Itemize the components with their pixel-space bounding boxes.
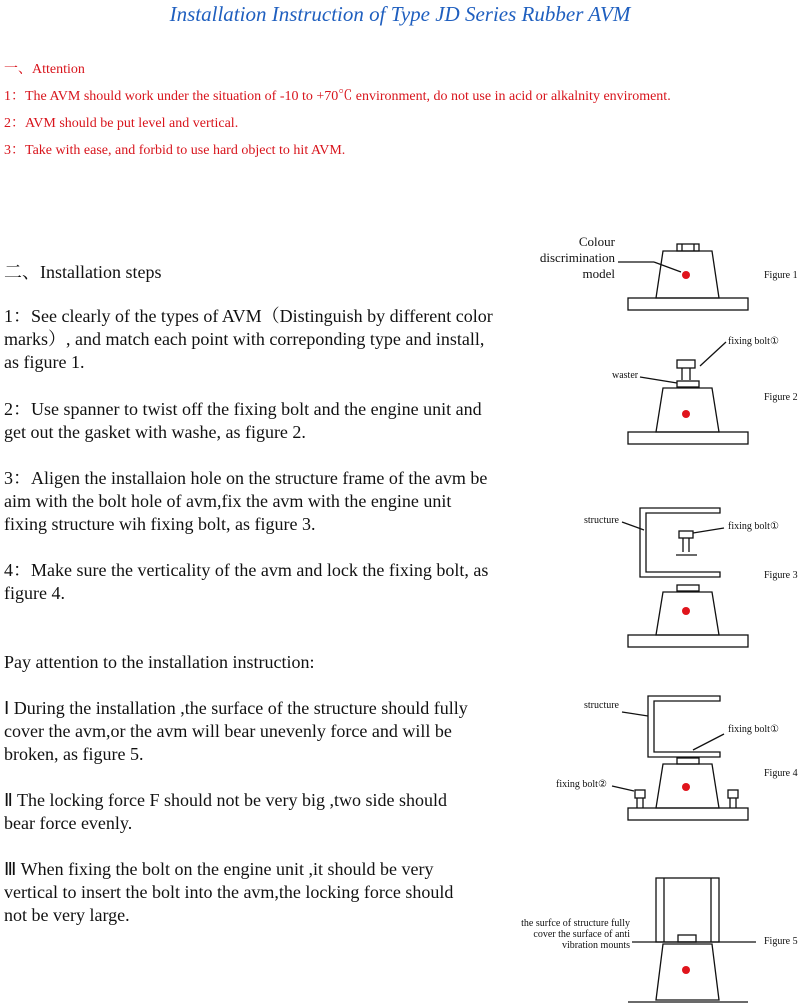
note-3: Ⅲ When fixing the bolt on the engine unit ,it should be very vertical to insert the bolt into the avm,the locking force should not be very large. — [4, 859, 454, 925]
fig3-fixing-bolt-label: fixing bolt① — [728, 521, 779, 532]
fig4-fixing-bolt-1-label: fixing bolt① — [728, 724, 779, 735]
attention-item-2: 2：AVM should be put level and vertical. — [4, 116, 239, 131]
note-2: Ⅱ The locking force F should not be very big ,two side should bear force evenly. — [4, 790, 447, 833]
figure-4-drawing — [612, 696, 748, 820]
attention-item-1: 1：The AVM should work under the situation of -10 to +70℃ environment, do not use in acid or alkalnity enviroment. — [4, 89, 671, 104]
figure-5-caption: Figure 5 — [764, 936, 798, 947]
page-title: Installation Instruction of Type JD Series Rubber AVM — [169, 2, 631, 26]
fig3-structure-label: structure — [584, 515, 619, 526]
fig4-fixing-bolt-2-label: fixing bolt② — [556, 779, 607, 790]
figure-2-drawing — [628, 342, 748, 444]
installation-steps-heading: 二、Installation steps — [4, 262, 162, 282]
attention-item-3: 3：Take with ease, and forbid to use hard object to hit AVM. — [4, 143, 346, 158]
step-1: 1：See clearly of the types of AVM（Distinguish by different color marks）, and match each point with correponding type and install, as figure 1. — [4, 306, 493, 372]
figure-5-drawing — [628, 878, 756, 1002]
notes-heading: Pay attention to the installation instruction: — [4, 652, 315, 672]
step-2: 2：Use spanner to twist off the fixing bolt and the engine unit and get out the gasket with washe, as figure 2. — [4, 399, 482, 442]
figure-3-caption: Figure 3 — [764, 570, 798, 581]
fig2-waster-label: waster — [612, 370, 639, 381]
colour-marker — [682, 271, 690, 279]
figure-1-caption: Figure 1 — [764, 270, 798, 281]
fig5-surface-label: the surfce of structure fully cover the surface of anti vibration mounts — [521, 918, 630, 951]
attention-heading: 一、Attention — [4, 62, 85, 77]
note-1: Ⅰ During the installation ,the surface of the structure should fully cover the avm,or the avm will bear unevenly force and will be broken, as figure 5. — [4, 698, 468, 764]
step-3: 3：Aligen the installaion hole on the structure frame of the avm be aim with the bolt hole of avm,fix the avm with the engine unit fixing structure wih fixing bolt, as figure 3. — [4, 468, 488, 534]
figure-1-drawing — [618, 244, 748, 310]
figure-2-caption: Figure 2 — [764, 392, 798, 403]
fig2-fixing-bolt-label: fixing bolt① — [728, 336, 779, 347]
figure-4-caption: Figure 4 — [764, 768, 798, 779]
step-4: 4：Make sure the verticality of the avm and lock the fixing bolt, as figure 4. — [4, 560, 489, 603]
colour-discrimination-label: Colour discrimination model — [539, 234, 615, 281]
fig4-structure-label: structure — [584, 700, 619, 711]
